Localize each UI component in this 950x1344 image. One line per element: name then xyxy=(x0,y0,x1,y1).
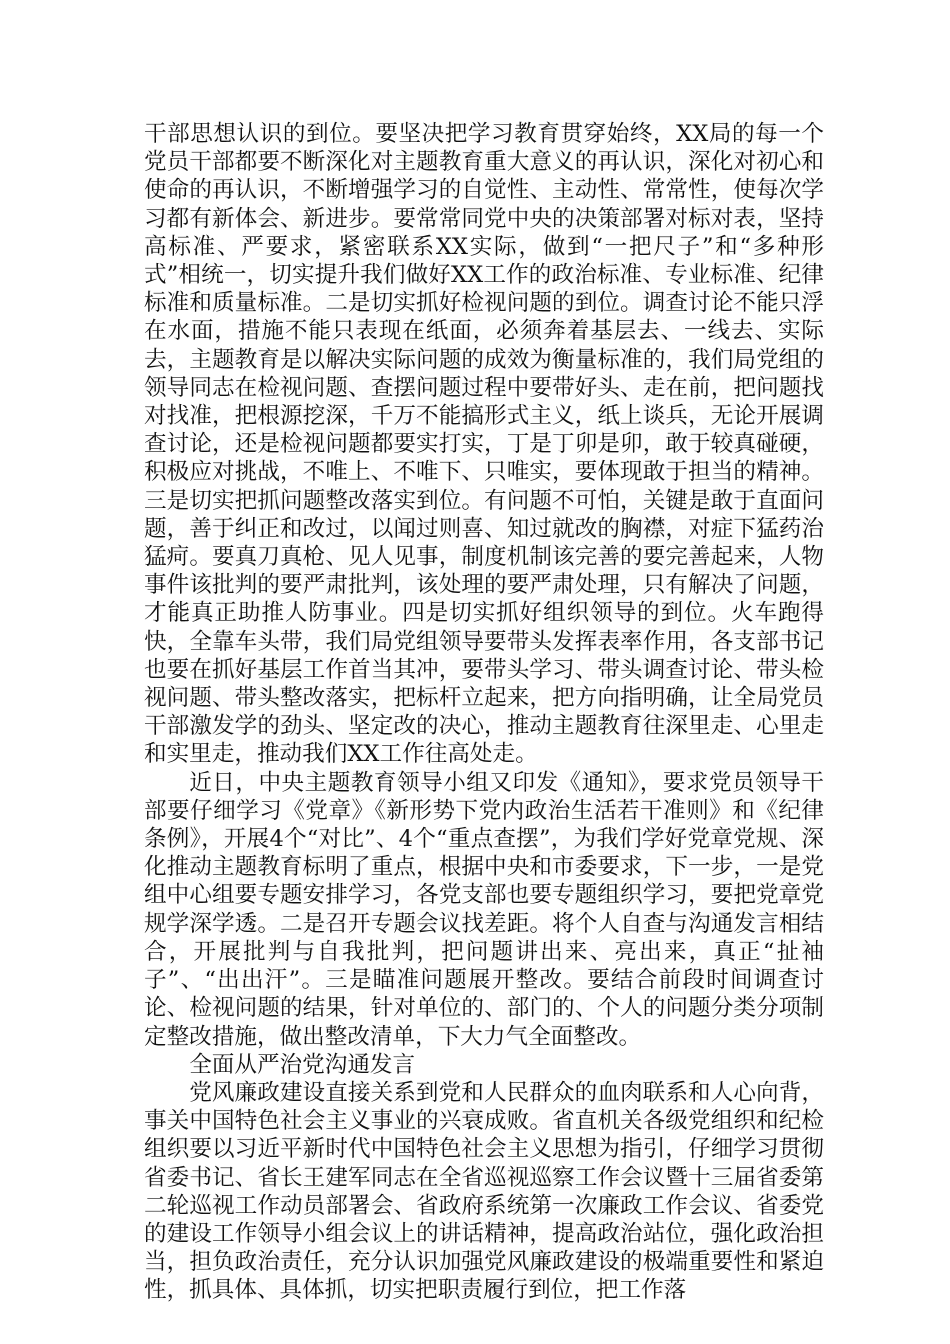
body-paragraph-2: 近日，中央主题教育领导小组又印发《通知》，要求党员领导干部要仔细学习《党章》《新形势下党内政治生活若干准则》和《纪律条例》，开展4个“对比”、4个“重点查摆”，为我们学好党章党规、深化推动主题教育标明了重点，根据中央和市委要求，下一步，一是党组中心组要专题安排学习，各党支部也要专题组织学习，要把党章党规学深学透。二是召开专题会议找差距。将个人自查与沟通发言相结合，开展批判与自我批判，把问题讲出来、亮出来，真正“扯袖子”、“出出汗”。三是瞄准问题展开整改。要结合前段时间调查讨论、检视问题的结果，针对单位的、部门的、个人的问题分类分项制定整改措施，做出整改清单，下大力气全面整改。 xyxy=(144,769,824,1050)
section-heading: 全面从严治党沟通发言 xyxy=(189,1051,416,1078)
document-page xyxy=(144,120,824,1305)
body-paragraph-1: 干部思想认识的到位。要坚决把学习教育贯穿始终，XX局的每一个党员干部都要不断深化对主题教育重大意义的再认识，深化对初心和使命的再认识，不断增强学习的自觉性、主动性、常常性，使每次学习都有新体会、新进步。要常常同党中央的决策部署对标对表，坚持高标准、严要求，紧密联系XX实际，做到“一把尺子”和“多种形式”相统一，切实提升我们做好XX工作的政治标准、专业标准、纪律标准和质量标准。二是切实抓好检视问题的到位。调查讨论不能只浮在水面，措施不能只表现在纸面，必须奔着基层去、一线去、实际去，主题教育是以解决实际问题的成效为衡量标准的，我们局党组的领导同志在检视问题、查摆问题过程中要带好头、走在前，把问题找对找准，把根源挖深，千万不能搞形式主义，纸上谈兵，无论开展调查讨论，还是检视问题都要实打实，丁是丁卯是卯，敢于较真碰硬，积极应对挑战，不唯上、不唯下、只唯实，要体现敢于担当的精神。三是切实把抓问题整改落实到位。有问题不可怕，关键是敢于直面问题，善于纠正和改过，以闻过则喜、知过就改的胸襟，对症下猛药治猛疴。要真刀真枪、见人见事，制度机制该完善的要完善起来，人物事件该批判的要严肃批判，该处理的要严肃处理，只有解决了问题，才能真正助推人防事业。四是切实抓好组织领导的到位。火车跑得快，全靠车头带，我们局党组领导要带头发挥表率作用，各支部书记也要在抓好基层工作首当其冲，要带头学习、带头调查讨论、带头检视问题、带头整改落实，把标杆立起来，把方向指明确，让全局党员干部激发学的劲头、坚定改的决心，推动主题教育往深里走、心里走和实里走，推动我们XX工作往高处走。 xyxy=(144,121,824,768)
body-paragraph-3: 党风廉政建设直接关系到党和人民群众的血肉联系和人心向背，事关中国特色社会主义事业的兴衰成败。省直机关各级党组织和纪检组织要以习近平新时代中国特色社会主义思想为指引，仔细学习贯彻省委书记、省长王建军同志在全省巡视巡察工作会议暨十三届省委第二轮巡视工作动员部署会、省政府系统第一次廉政工作会议、省委党的建设工作领导小组会议上的讲话精神，提高政治站位，强化政治担当，担负政治责任，充分认识加强党风廉政建设的极端重要性和紧迫性，抓具体、具体抓，切实把职责履行到位，把工作落 xyxy=(144,1079,824,1304)
